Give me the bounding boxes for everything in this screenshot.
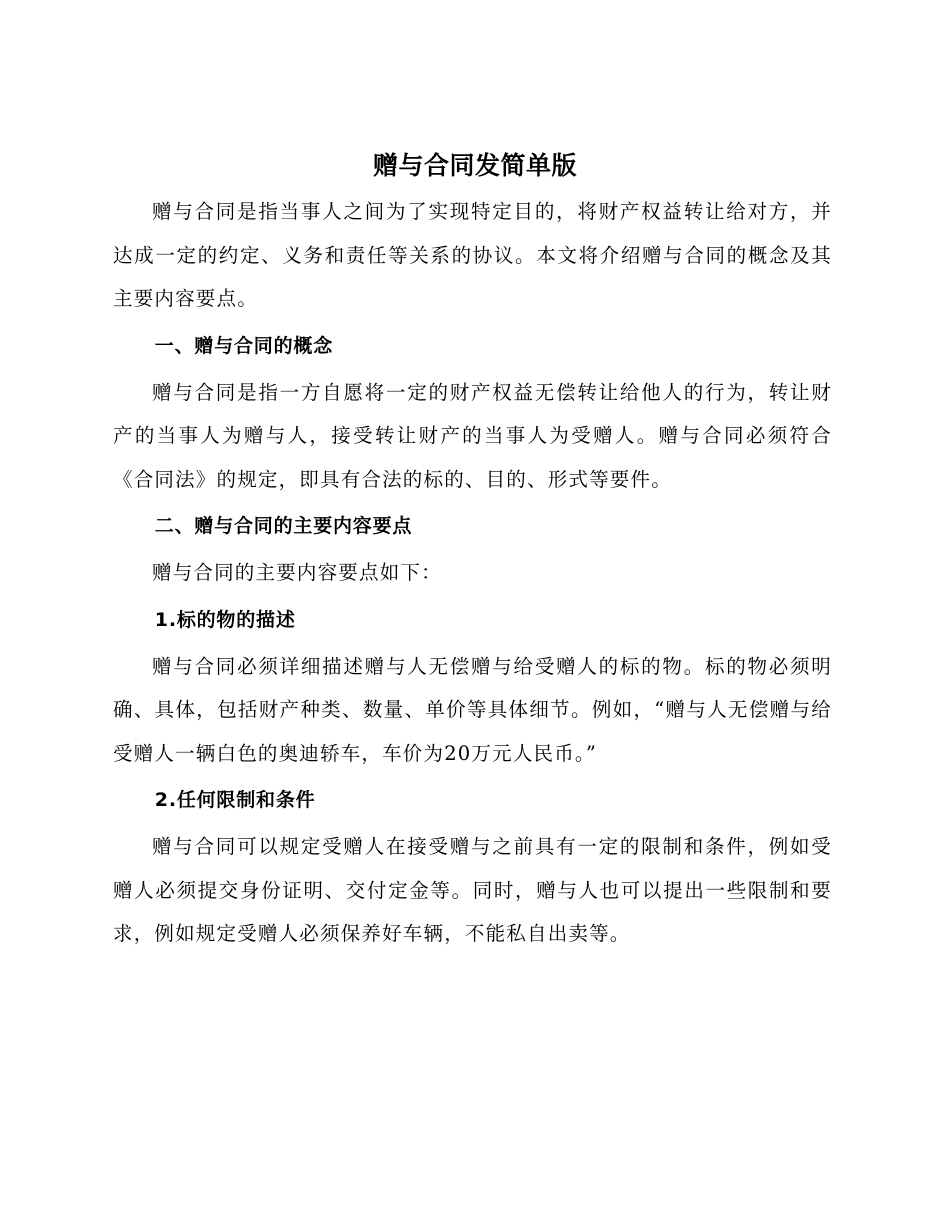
section-2-heading: 二、赠与合同的主要内容要点: [154, 515, 413, 537]
item-2-heading: 2.任何限制和条件: [154, 789, 316, 811]
section-1-heading: 一、赠与合同的概念: [154, 334, 333, 357]
intro-paragraph: 赠与合同是指当事人之间为了实现特定目的，将财产权益转让给对方，并达成一定的约定、义务和责任等关系的协议。本文将介绍赠与合同的概念及其主要内容要点。: [113, 200, 832, 310]
item-1-paragraph: 赠与合同必须详细描述赠与人无偿赠与给受赠人的标的物。标的物必须明确、具体，包括财产种类、数量、单价等具体细节。例如，“赠与人无偿赠与给受赠人一辆白色的奥迪轿车，车价为20万元人民币。”: [113, 654, 832, 765]
item-2-paragraph: 赠与合同可以规定受赠人在接受赠与之前具有一定的限制和条件，例如受赠人必须提交身份证明、交付定金等。同时，赠与人也可以提出一些限制和要求，例如规定受赠人必须保养好车辆，不能私自出卖等。: [113, 835, 832, 945]
section-2-lead: 赠与合同的主要内容要点如下：: [152, 561, 442, 584]
section-1-paragraph: 赠与合同是指一方自愿将一定的财产权益无偿转让给他人的行为，转让财产的当事人为赠与人，接受转让财产的当事人为受赠人。赠与合同必须符合《合同法》的规定，即具有合法的标的、目的、形式等要件。: [113, 380, 832, 491]
document-title: 赠与合同发简单版: [372, 151, 577, 180]
document-body: [113, 190, 832, 956]
item-1-heading: 1.标的物的描述: [154, 608, 296, 631]
